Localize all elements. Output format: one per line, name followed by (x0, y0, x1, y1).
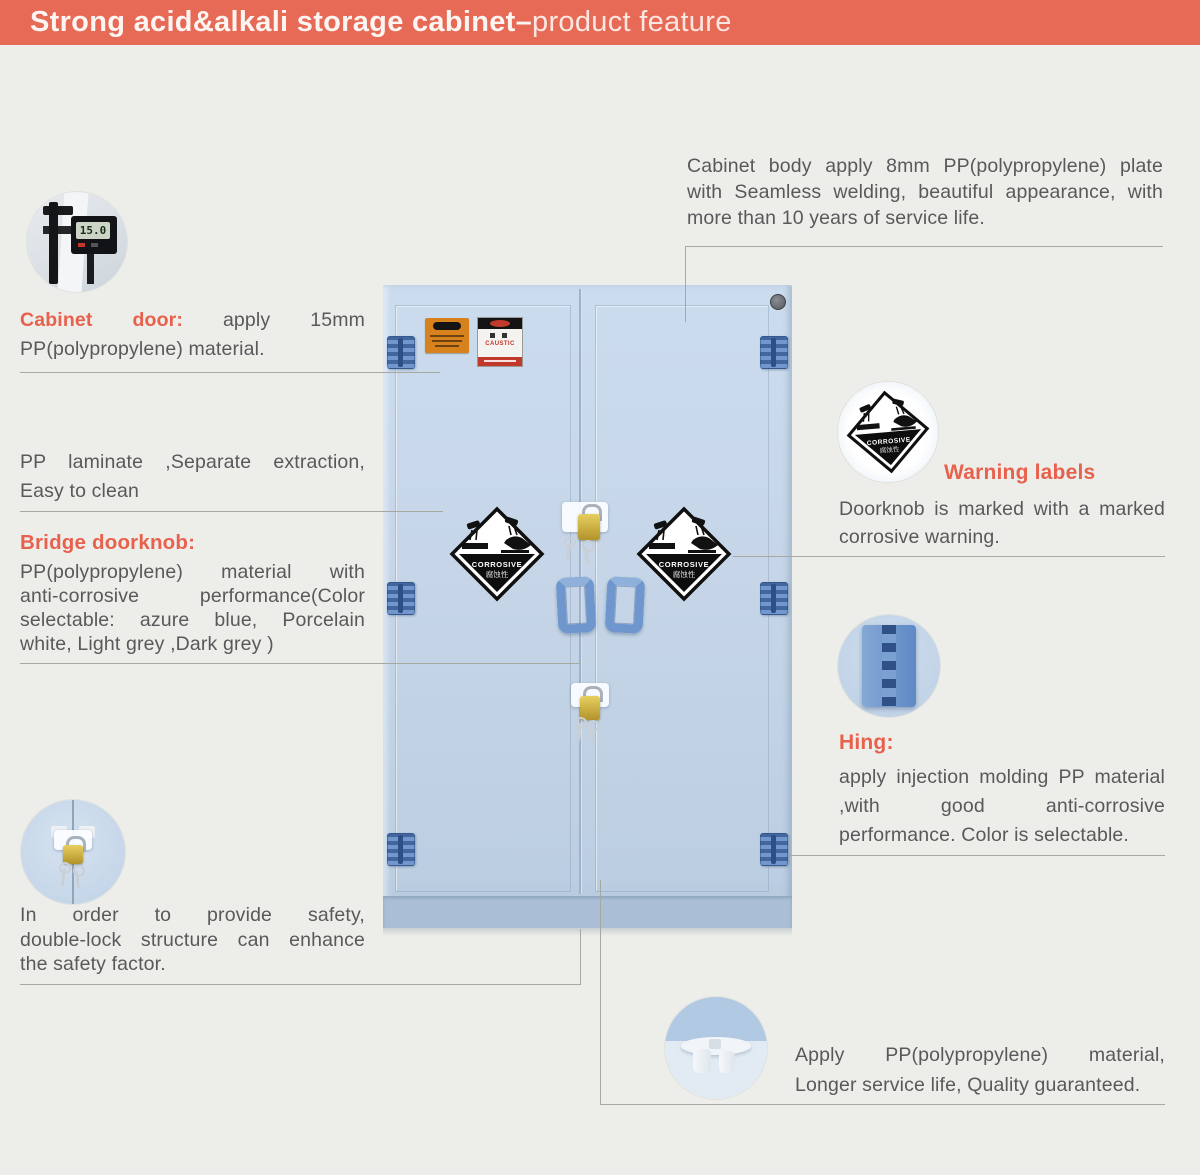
caliper-beam (49, 202, 58, 284)
sticker-goggles-icon (433, 322, 461, 330)
feet-photo-foot (719, 1051, 735, 1073)
bridge-handle-left (556, 576, 597, 634)
hinge-right-middle (760, 582, 788, 615)
hinge-left-top (387, 336, 415, 369)
hinge-right-top (760, 336, 788, 369)
pp-laminate-text: Easy to clean (20, 480, 140, 502)
warning-labels-heading: Warning labels (944, 461, 1096, 484)
bridge-doorknob-text: white, Light grey ,Dark grey ) (20, 633, 274, 655)
caustic-warning-sticker (477, 317, 523, 367)
cabinet-door-text: apply 15mm (222, 309, 365, 331)
double-lock-text: In order to provide safety, (20, 904, 365, 926)
hinge-text: apply injection molding PP material (839, 766, 1165, 788)
caliper-lcd: 15.0 (76, 222, 110, 239)
connector-bridge-doorknob (20, 663, 580, 664)
connector-cabinet-body-drop (685, 246, 686, 322)
sticker-footer-band (478, 357, 522, 366)
double-lock-photo (21, 800, 125, 904)
connector-feet (600, 1104, 1165, 1105)
cabinet-body-text: with Seamless welding, beautiful appearance, with (687, 181, 1163, 203)
cabinet-base (383, 896, 792, 928)
corrosive-word: CORROSIVE (866, 436, 912, 448)
callout-double-lock (20, 903, 365, 977)
callout-cabinet-door (20, 306, 365, 364)
cabinet-photo (383, 285, 792, 928)
page-title: Strong acid&alkali storage cabinet– (30, 6, 533, 38)
warning-labels-text: corrosive warning. (839, 525, 1000, 548)
corrosive-word: CORROSIVE (658, 560, 710, 569)
header-bar (0, 0, 1200, 45)
corrosive-diamond-right (636, 506, 732, 602)
orange-warning-sticker (425, 318, 469, 353)
hinge-photo-knuckles (882, 625, 896, 707)
connector-double-lock (20, 984, 580, 985)
cam-lock-icon (770, 294, 786, 310)
caliper-photo (27, 192, 127, 292)
sticker-danger-oval (490, 320, 510, 327)
sticker-header-band (478, 318, 522, 329)
bridge-doorknob-text: PP(polypropylene) material with (20, 561, 365, 583)
caliper-button (91, 243, 98, 247)
sticker-text-bar (432, 340, 462, 342)
feet-photo-notch (709, 1039, 721, 1049)
double-lock-text: double-lock structure can enhance (20, 928, 365, 951)
connector-cabinet-body (685, 246, 1163, 247)
cabinet-door-heading: Cabinet door: (20, 309, 184, 331)
caustic-word: CAUSTIC (485, 341, 515, 347)
feet-text: Longer service life, Quality guaranteed. (795, 1074, 1141, 1096)
bridge-doorknob-text: selectable: azure blue, Porcelain (20, 609, 365, 631)
hinge-right-bottom (760, 833, 788, 866)
pp-laminate-text: PP laminate ,Separate extraction, (20, 451, 365, 473)
cabinet-shadow (383, 928, 792, 936)
sticker-cjk-mark (502, 333, 507, 338)
callout-pp-laminate (20, 448, 365, 506)
page-subtitle: product feature (532, 6, 732, 38)
cabinet-door-text: PP(polypropylene) material. (20, 338, 265, 360)
corrosive-diamond-left (449, 506, 545, 602)
connector-warning-labels (733, 556, 1165, 557)
callout-warning-labels (839, 496, 1165, 551)
hinge-left-bottom (387, 833, 415, 866)
warning-label-photo (838, 382, 938, 482)
bridge-doorknob-text: anti-corrosive performance(Color (20, 585, 365, 607)
cabinet-body-text: Cabinet body apply 8mm PP(polypropylene) plate (687, 155, 1163, 177)
double-lock-text: the safety factor. (20, 953, 166, 975)
caliper-body (71, 216, 117, 254)
caliper-button-red (78, 243, 85, 247)
warning-labels-text: Doorknob is marked with a marked (839, 498, 1165, 520)
hinge-text: performance. Color is selectable. (839, 824, 1129, 846)
callout-feet (795, 1040, 1165, 1100)
corrosive-cn: 腐蚀性 (485, 570, 509, 579)
cabinet-body-text: more than 10 years of service life. (687, 207, 985, 229)
sticker-cjk-mark (490, 333, 495, 338)
connector-double-lock-riser (580, 929, 581, 985)
hinge-heading: Hing: (839, 731, 894, 754)
hinge-text: ,with good anti-corrosive (839, 795, 1165, 817)
sticker-text-bar (435, 345, 459, 347)
bridge-doorknob-heading: Bridge doorknob: (20, 531, 196, 554)
hinge-photo (838, 615, 940, 717)
corrosive-diamond-photo (842, 386, 933, 477)
feet-photo-background (665, 997, 767, 1041)
corrosive-cn: 腐蚀性 (879, 446, 900, 455)
caliper-jaw (43, 206, 73, 215)
hinge-left-middle (387, 582, 415, 615)
connector-hinge (790, 855, 1165, 856)
sticker-text-bar (430, 335, 464, 337)
connector-feet-riser (600, 880, 601, 1105)
bridge-handle-right (605, 576, 646, 634)
callout-cabinet-body (687, 153, 1163, 231)
connector-cabinet-door (20, 372, 440, 373)
callout-bridge-doorknob (20, 560, 365, 656)
feet-text: Apply PP(polypropylene) material, (795, 1044, 1165, 1066)
upper-padlock (578, 514, 600, 540)
feet-photo (665, 997, 767, 1099)
connector-pp-laminate (20, 511, 443, 512)
lock-photo-key-icon (61, 868, 66, 886)
feet-photo-foot (693, 1049, 711, 1073)
callout-hinge (839, 763, 1165, 850)
caliper-depth-rod (87, 254, 94, 284)
hinge-photo-plate (862, 625, 916, 707)
corrosive-cn: 腐蚀性 (672, 570, 696, 579)
corrosive-word: CORROSIVE (471, 560, 523, 569)
sticker-footer-text-bar (484, 360, 516, 362)
